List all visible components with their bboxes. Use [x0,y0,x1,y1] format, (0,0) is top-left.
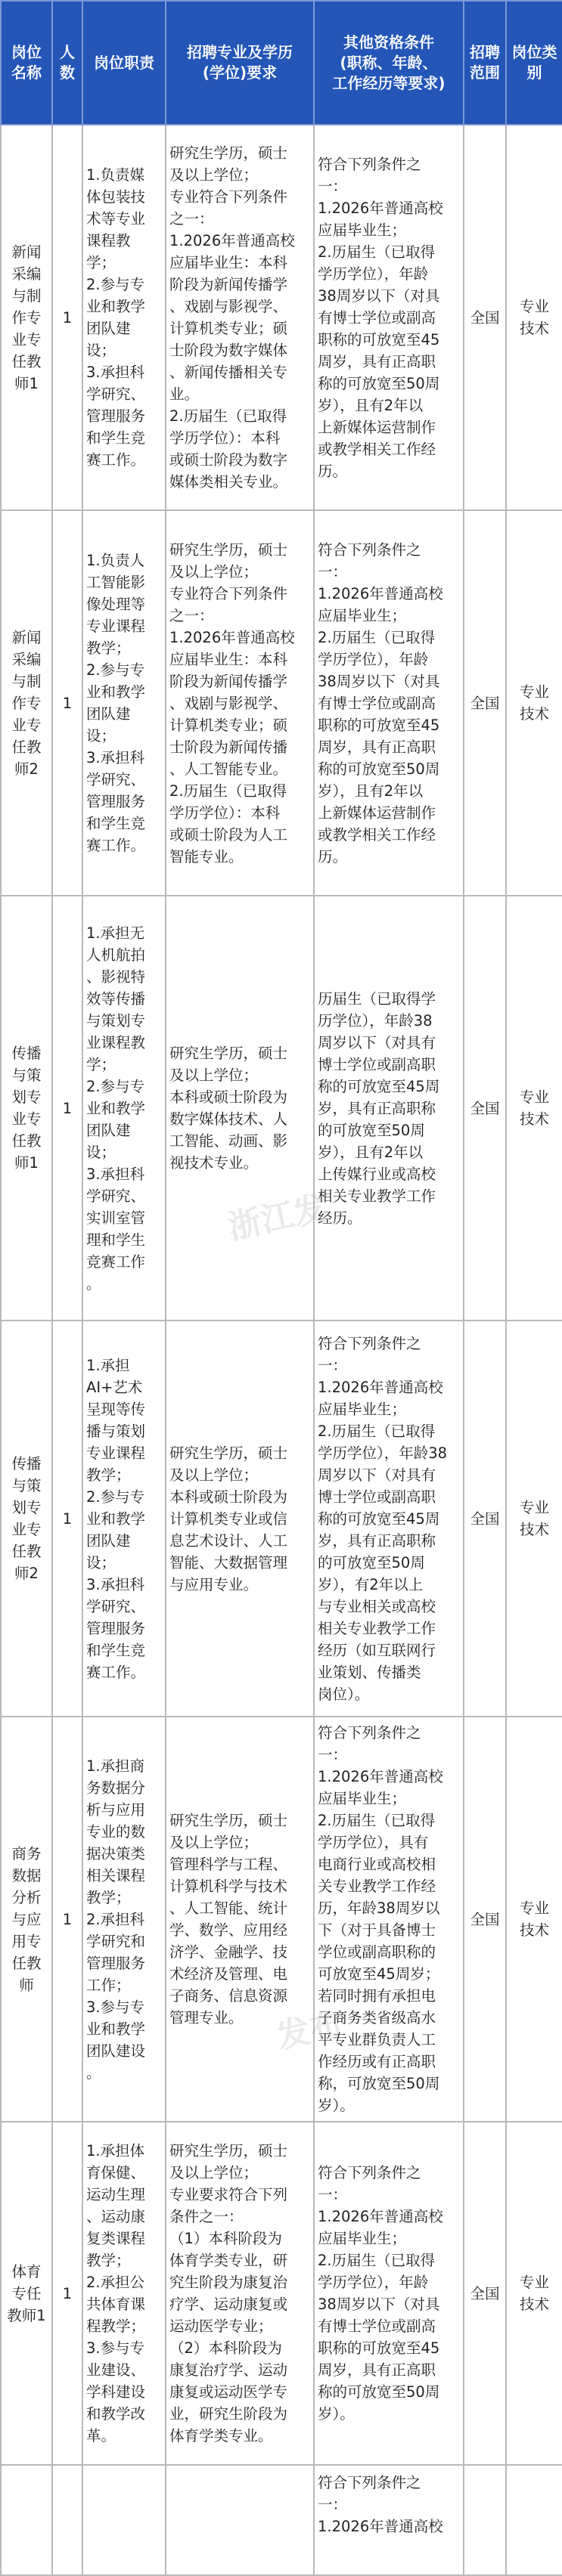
header-category: 岗位类别 [506,1,562,125]
cell-other-qualifications: 符合下列条件之 一： 1.2026年普通高校 应届毕业生； 2.历届生（已取得 学历学位），具有 电商行业或高校相 关专业教学工作经 历，年龄38周岁以 下（对于具备博士 学位或副高职称的 可放宽至45周岁； 若同时拥有承担电 子商务类省级高水 平专业群负责人工 作经历或有正高职 称，可放宽至50周 岁）。 [314,1717,464,2122]
cell-major-requirements [166,2465,314,2575]
cell-scope: 全国 [464,1321,506,1717]
table-row-partial [1,2465,562,2575]
cell-scope: 全国 [464,1717,506,2122]
header-scope: 招聘 范围 [464,1,506,125]
cell-count: 1 [52,1717,82,2122]
table-row [1,125,562,510]
table-row [1,1717,562,2122]
cell-major-requirements: 研究生学历，硕士 及以上学位； 本科或硕士阶段为 数字媒体技术、人 工智能、动画、影 视技术专业。 [166,896,314,1321]
table-header-row [1,1,562,125]
cell-scope: 全国 [464,896,506,1321]
cell-category: 专业 技术 [506,1321,562,1717]
cell-other-qualifications: 符合下列条件之 一： 1.2026年普通高校 [314,2465,464,2575]
cell-major-requirements: 研究生学历，硕士 及以上学位； 专业要求符合下列 条件之一： （1）本科阶段为 体育学类专业，研 究生阶段为康复治 疗学、运动康复或 运动医学专业； （2）本科阶段为 康复治疗学、运动 康复或运动医学专 业，研究生阶段为 体育学类专业。 [166,2122,314,2465]
cell-scope [464,2465,506,2575]
cell-category: 专业 技术 [506,125,562,510]
cell-category: 专业 技术 [506,896,562,1321]
cell-scope: 全国 [464,125,506,510]
table-row [1,1321,562,1717]
cell-category: 专业 技术 [506,2122,562,2465]
cell-count: 1 [52,1321,82,1717]
cell-scope: 全国 [464,2122,506,2465]
table-row [1,510,562,896]
cell-position-name [1,2465,52,2575]
header-count: 人 数 [52,1,82,125]
cell-category: 专业 技术 [506,510,562,896]
cell-position-name: 商务 数据 分析 与应 用专 任教 师 [1,1717,52,2122]
header-other-qualifications: 其他资格条件 (职称、年龄、 工作经历等要求) [314,1,464,125]
cell-position-name: 体育 专任 教师1 [1,2122,52,2465]
cell-other-qualifications: 符合下列条件之 一： 1.2026年普通高校 应届毕业生； 2.历届生（已取得 学历学位），年龄 38周岁以下（对具 有博士学位或副高 职称的可放宽至45 周岁，具有正高职 称的可放宽至50周 岁），且有2年以 上新媒体运营制作 或教学相关工作经 历。 [314,125,464,510]
cell-position-name: 新闻 采编 与制 作专 业专 任教 师2 [1,510,52,896]
cell-duties: 1.承担体 育保健、 运动生理 、运动康 复类课程 教学； 2.承担公 共体育课 程教学； 3.参与专 业建设、 学科建设 和教学改 革。 [82,2122,166,2465]
cell-scope: 全国 [464,510,506,896]
header-major-requirements: 招聘专业及学历 (学位)要求 [166,1,314,125]
cell-count: 1 [52,510,82,896]
cell-major-requirements: 研究生学历，硕士 及以上学位； 管理科学与工程、 计算机科学与技术 、人工智能、统计 学、数学、应用经 济学、金融学、技 术经济及管理、电 子商务、信息资源 管理专业。 [166,1717,314,2122]
cell-duties: 1.承担 AI+艺术 呈现等传 播与策划 专业课程 教学； 2.参与专 业和教学 团队建 设； 3.承担科 学研究、 管理服务 和学生竞 赛工作。 [82,1321,166,1717]
cell-other-qualifications: 历届生（已取得学 历学位），年龄38 周岁以下（对具有 博士学位或副高职 称的可放宽至45周 岁，具有正高职称 的可放宽至50周 岁），且有2年以 上传媒行业或高校 相关专业教学工作 经历。 [314,896,464,1321]
watermark-text: 发布 [273,2005,347,2057]
table-row [1,2122,562,2465]
cell-position-name: 传播 与策 划专 业专 任教 师1 [1,896,52,1321]
table-row [1,896,562,1321]
cell-major-requirements: 研究生学历，硕士 及以上学位； 本科或硕士阶段为 计算机类专业或信 息艺术设计、人工 智能、大数据管理 与应用专业。 [166,1321,314,1717]
cell-other-qualifications: 符合下列条件之 一： 1.2026年普通高校 应届毕业生； 2.历届生（已取得 学历学位），年龄 38周岁以下（对具 有博士学位或副高 职称的可放宽至45 周岁，具有正高职 称的可放宽至50周 岁），且有2年以 上新媒体运营制作 或教学相关工作经 历。 [314,510,464,896]
cell-major-requirements: 研究生学历，硕士 及以上学位； 专业符合下列条件 之一： 1.2026年普通高校 应届毕业生：本科 阶段为新闻传播学 、戏剧与影视学、 计算机类专业；硕 士阶段为数字媒体 、新闻传播相关专 业。 2.历届生（已取得 学历学位）：本科 或硕士阶段为数字 媒体类相关专业。 [166,125,314,510]
cell-count: 1 [52,896,82,1321]
cell-duties: 1.承担商 务数据分 析与应用 专业的数 据决策类 相关课程 教学； 2.承担科 学研究和 管理服务 工作； 3.参与专 业和教学 团队建设 。 [82,1717,166,2122]
header-duties: 岗位职责 [82,1,166,125]
cell-major-requirements: 研究生学历，硕士 及以上学位； 专业符合下列条件 之一： 1.2026年普通高校 应届毕业生：本科 阶段为新闻传播学 、戏剧与影视学、 计算机类专业；硕 士阶段为新闻传播 、人工智能专业。 2.历届生（已取得 学历学位）：本科 或硕士阶段为人工 智能专业。 [166,510,314,896]
cell-other-qualifications: 符合下列条件之 一： 1.2026年普通高校 应届毕业生； 2.历届生（已取得 学历学位），年龄 38周岁以下（对具 有博士学位或副高 职称的可放宽至45 周岁，具有正高职 称的可放宽至50周 岁）。 [314,2122,464,2465]
cell-duties [82,2465,166,2575]
cell-duties: 1.负责媒 体包装技 术等专业 课程教 学； 2.参与专 业和教学 团队建 设； 3.承担科 学研究、 管理服务 和学生竞 赛工作。 [82,125,166,510]
cell-duties: 1.承担无 人机航拍 、影视特 效等传播 与策划专 业课程教 学； 2.参与专 业和教学 团队建 设； 3.承担科 学研究、 实训室管 理和学生 竞赛工作 。 [82,896,166,1321]
cell-position-name: 新闻 采编 与制 作专 业专 任教 师1 [1,125,52,510]
header-position-name: 岗位 名称 [1,1,52,125]
cell-duties: 1.负责人 工智能影 像处理等 专业课程 教学； 2.参与专 业和教学 团队建 设； 3.承担科 学研究、 管理服务 和学生竞 赛工作。 [82,510,166,896]
cell-count: 1 [52,125,82,510]
cell-other-qualifications: 符合下列条件之 一： 1.2026年普通高校 应届毕业生； 2.历届生（已取得 学历学位），年龄38 周岁以下（对具有 博士学位或副高职 称的可放宽至45周 岁，具有正高职称 的可放宽至50周 岁），有2年以上 与专业相关或高校 相关专业教学工作 经历（如互联网行 业策划、传播类 岗位）。 [314,1321,464,1717]
cell-category: 专业 技术 [506,1717,562,2122]
cell-category [506,2465,562,2575]
cell-count: 1 [52,2122,82,2465]
cell-position-name: 传播 与策 划专 业专 任教 师2 [1,1321,52,1717]
watermark-text: 浙江发 [225,1188,331,1248]
cell-count [52,2465,82,2575]
